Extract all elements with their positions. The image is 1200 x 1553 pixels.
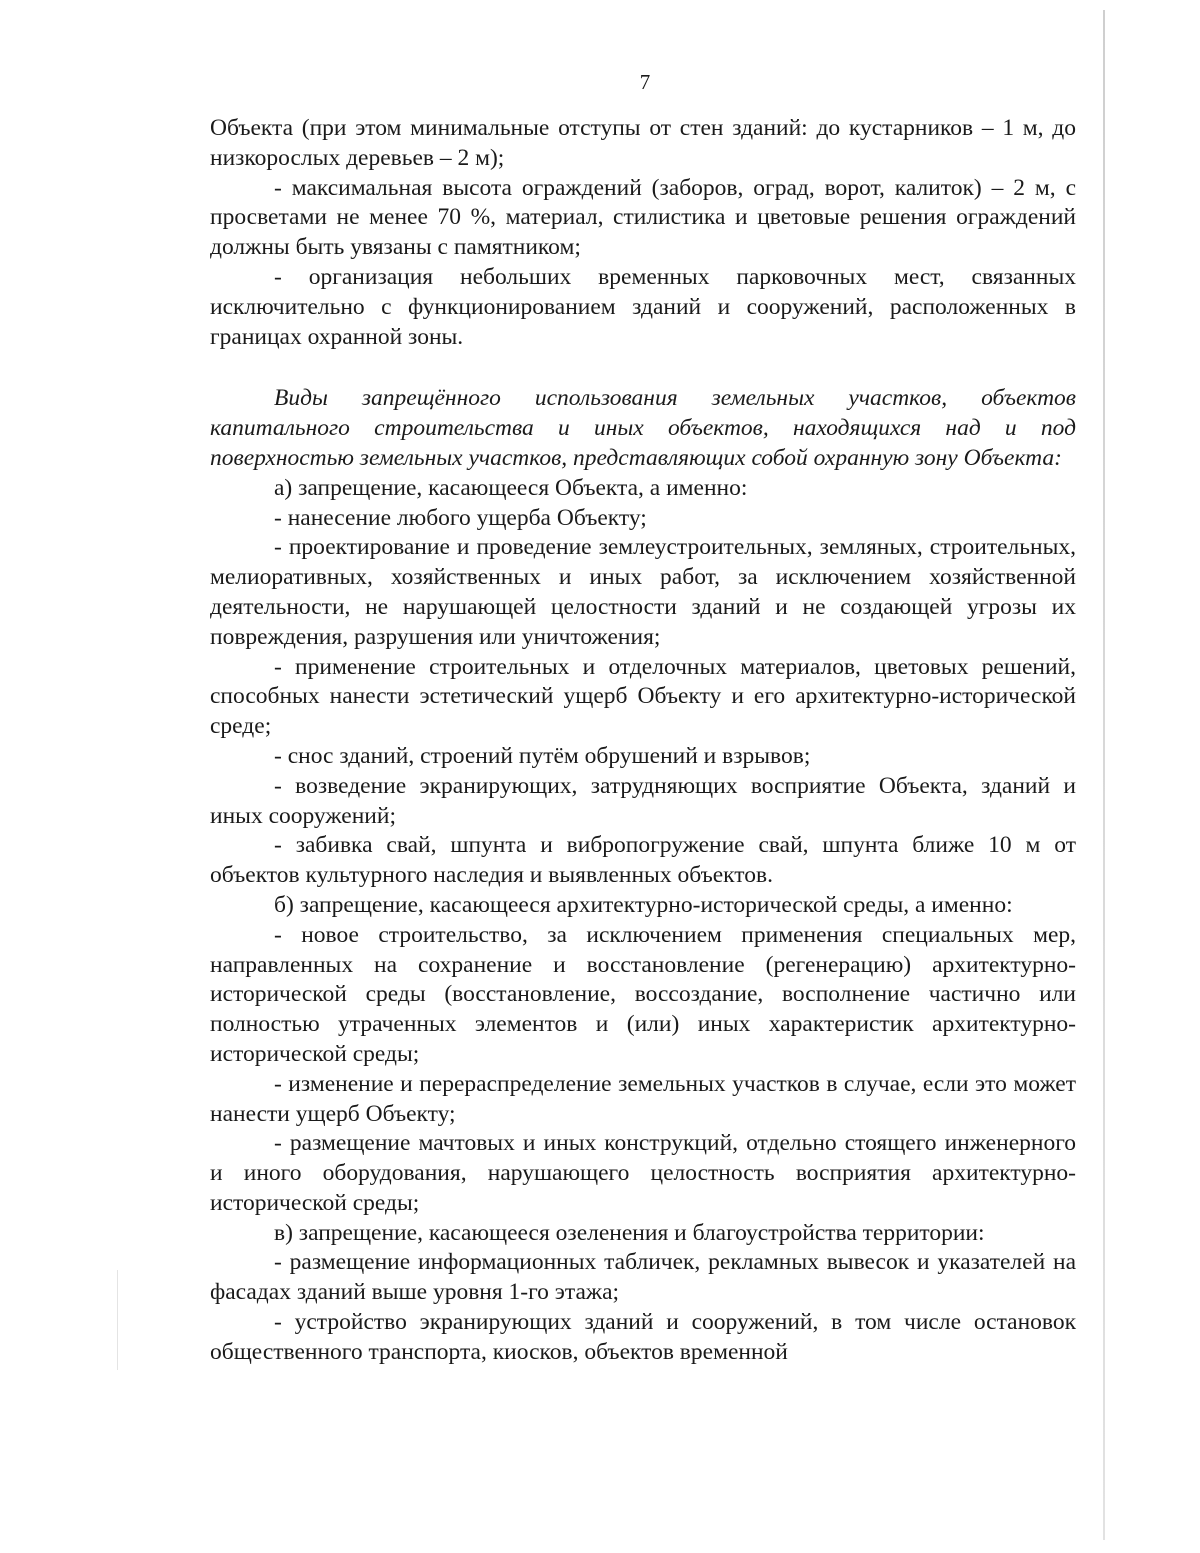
paragraph: Объекта (при этом минимальные отступы от стен зданий: до кустарников – 1 м, до низкорослых деревьев – 2 м); xyxy=(210,115,1076,171)
page-number: 7 xyxy=(639,70,651,94)
scan-page-edge xyxy=(1103,10,1105,1540)
paragraph: в) запрещение, касающееся озеленения и благоустройства территории: xyxy=(274,1219,985,1246)
paragraph: - возведение экранирующих, затрудняющих восприятие Объекта, зданий и иных сооружений; xyxy=(210,772,1076,829)
paragraph: б) запрещение, касающееся архитектурно-исторической среды, а именно: xyxy=(274,891,1013,918)
paragraph: - устройство экранирующих зданий и сооружений, в том числе остановок общественного транспорта, киосков, объектов временной xyxy=(210,1309,1076,1365)
paragraph: - изменение и перераспределение земельных участков в случае, если это может нанести ущерб Объекту; xyxy=(210,1070,1076,1127)
paragraph: - забивка свай, шпунта и вибропогружение свай, шпунта ближе 10 м от объектов культурного наследия и выявленных объектов. xyxy=(210,832,1076,889)
paragraph: - нанесение любого ущерба Объекту; xyxy=(274,504,647,531)
paragraph: - организация небольших временных парковочных мест, связанных исключительно с функционированием зданий и сооружений, расположенных в границах охранной зоны. xyxy=(210,263,1076,350)
section-heading: Виды запрещённого использования земельных участков, объектов капитального строительства и иных объектов, находящихся над и под поверхностью земельных участков, представляющих собой охранную зону Объекта: xyxy=(210,385,1076,471)
scan-artifact xyxy=(117,1270,118,1370)
document-body xyxy=(210,114,1076,1368)
paragraph: - снос зданий, строений путём обрушений и взрывов; xyxy=(274,742,811,769)
paragraph: - применение строительных и отделочных материалов, цветовых решений, способных нанести эстетический ущерб Объекту и его архитектурно-исторической среде; xyxy=(210,653,1076,740)
paragraph: - проектирование и проведение землеустроительных, земляных, строительных, мелиоративных, хозяйственных и иных работ, за исключением хозяйственной деятельности, не нарушающей целостности зданий и не создающей угрозы их повреждения, разрушения или уничтожения; xyxy=(210,534,1076,650)
paragraph: а) запрещение, касающееся Объекта, а именно: xyxy=(274,474,748,501)
paragraph: - новое строительство, за исключением применения специальных мер, направленных на сохранение и восстановление (регенерацию) архитектурно-исторической среды (восстановление, воссоздание, восполнение частично или полностью утраченных элементов и (или) иных характеристик архитектурно-исторической среды; xyxy=(210,921,1076,1067)
paragraph: - размещение информационных табличек, рекламных вывесок и указателей на фасадах зданий выше уровня 1-го этажа; xyxy=(210,1249,1076,1306)
paragraph: - максимальная высота ограждений (заборов, оград, ворот, калиток) – 2 м, с просветами не менее 70 %, материал, стилистика и цветовые решения ограждений должны быть увязаны с памятником; xyxy=(210,174,1076,261)
paragraph: - размещение мачтовых и иных конструкций, отдельно стоящего инженерного и иного оборудования, нарушающего целостность восприятия архитектурно-исторической среды; xyxy=(210,1130,1076,1216)
